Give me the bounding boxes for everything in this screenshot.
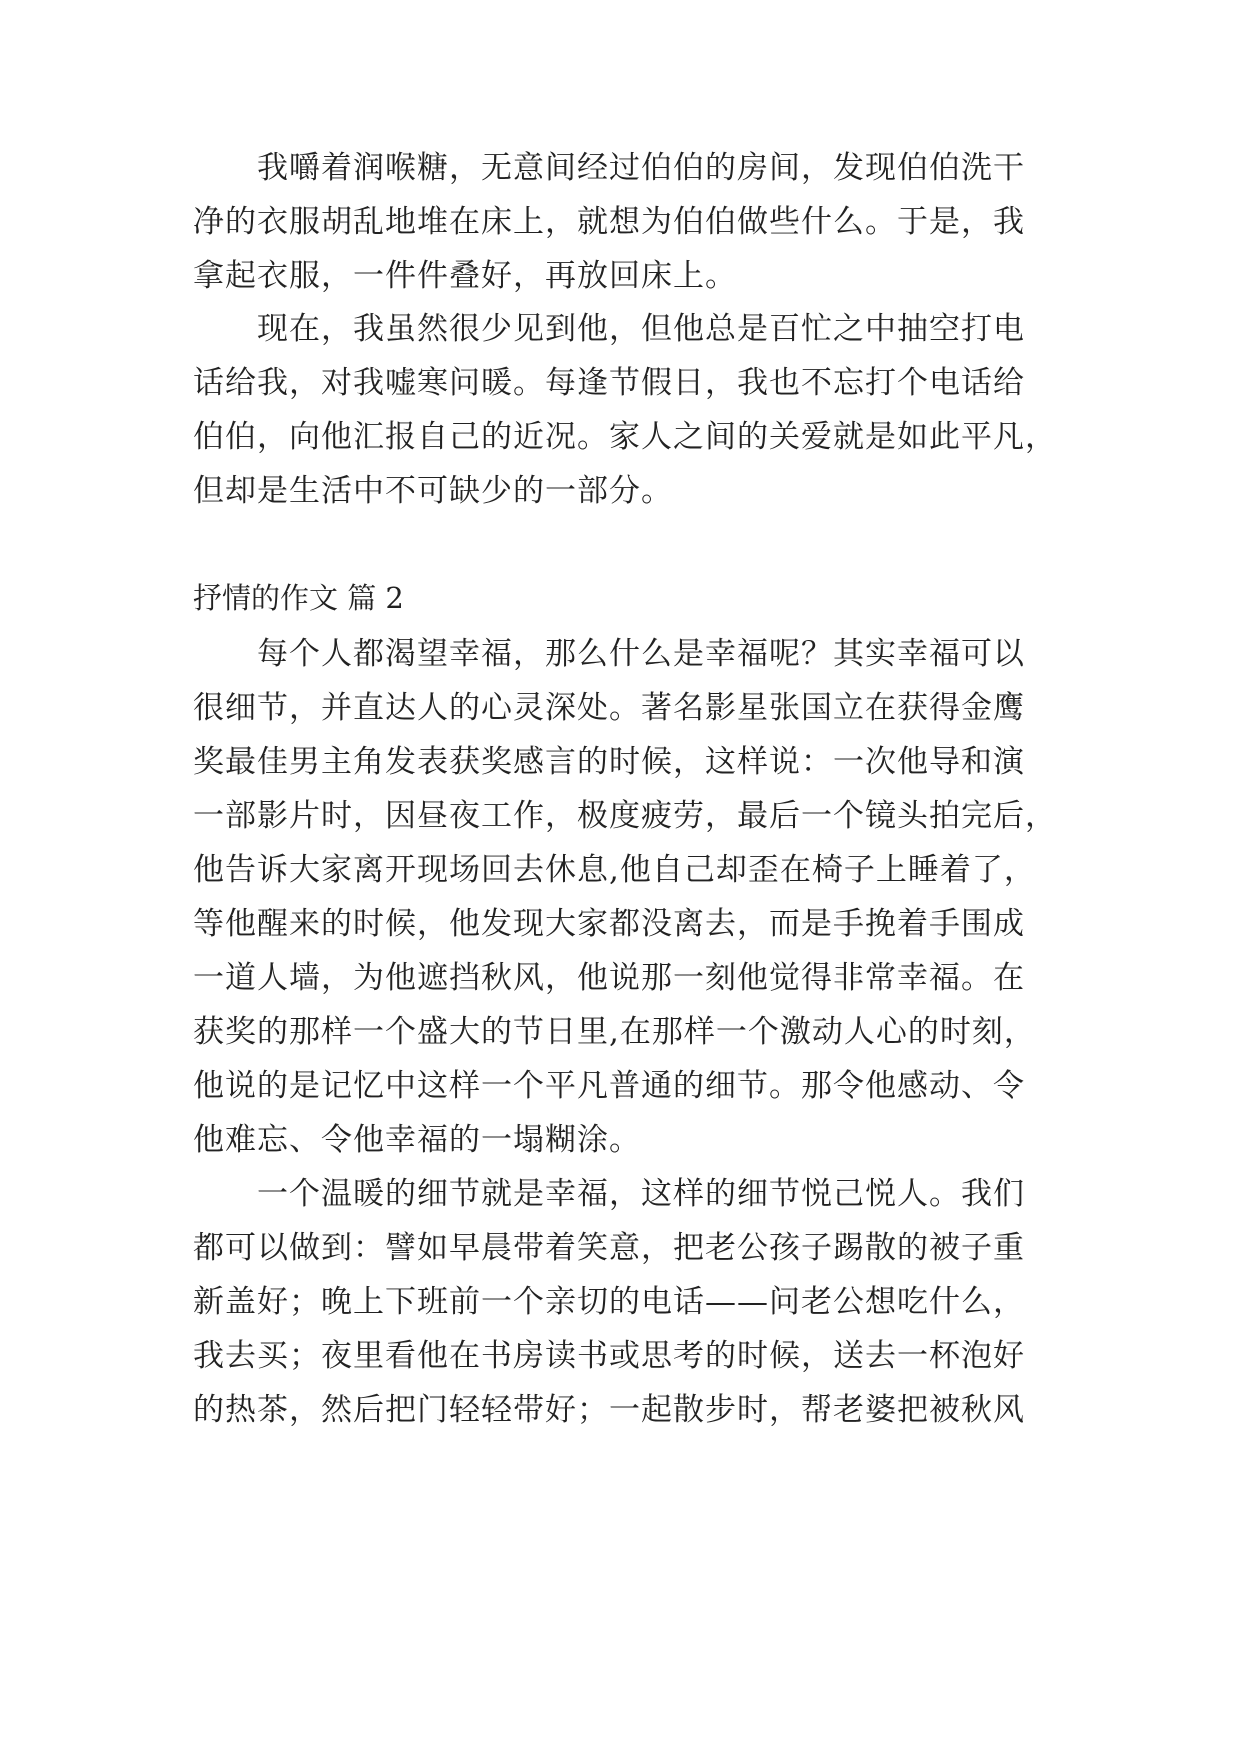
paragraph-line: 话给我，对我嘘寒问暖。每逢节假日，我也不忘打个电话给 <box>193 365 1025 401</box>
paragraph-line: 我嚼着润喉糖，无意间经过伯伯的房间，发现伯伯洗干 <box>257 150 1025 186</box>
paragraph-line: 奖最佳男主角发表获奖感言的时候，这样说：一次他导和演 <box>193 744 1025 780</box>
paragraph-line: 我去买；夜里看他在书房读书或思考的时候，送去一杯泡好 <box>193 1338 1025 1374</box>
paragraph-line: 拿起衣服，一件件叠好，再放回床上。 <box>193 258 737 294</box>
paragraph-line: 伯伯，向他汇报自己的近况。家人之间的关爱就是如此平凡， <box>193 419 1057 455</box>
paragraph-line: 获奖的那样一个盛大的节日里,在那样一个激动人心的时刻， <box>193 1014 1036 1050</box>
paragraph-line: 一部影片时，因昼夜工作，极度疲劳，最后一个镜头拍完后， <box>193 798 1057 834</box>
paragraph-line: 每个人都渴望幸福，那么什么是幸福呢？其实幸福可以 <box>257 636 1025 672</box>
paragraph-line: 现在，我虽然很少见到他，但他总是百忙之中抽空打电 <box>257 311 1025 347</box>
paragraph-line: 的热茶，然后把门轻轻带好；一起散步时，帮老婆把被秋风 <box>193 1392 1025 1428</box>
paragraph-line: 都可以做到：譬如早晨带着笑意，把老公孩子踢散的被子重 <box>193 1230 1025 1266</box>
paragraph-line: 他告诉大家离开现场回去休息,他自己却歪在椅子上睡着了， <box>193 852 1036 888</box>
paragraph-line: 很细节，并直达人的心灵深处。著名影星张国立在获得金鹰 <box>193 690 1025 726</box>
paragraph-line: 新盖好；晚上下班前一个亲切的电话——问老公想吃什么， <box>193 1284 1025 1320</box>
section-heading-text: 抒情的作文 篇 2 <box>193 581 404 615</box>
paragraph-line: 他难忘、令他幸福的一塌糊涂。 <box>193 1122 641 1158</box>
paragraph-line: 一道人墙，为他遮挡秋风，他说那一刻他觉得非常幸福。在 <box>193 960 1025 996</box>
paragraph-line: 但却是生活中不可缺少的一部分。 <box>193 473 673 509</box>
paragraph-line: 等他醒来的时候，他发现大家都没离去，而是手挽着手围成 <box>193 906 1025 942</box>
paragraph-line: 净的衣服胡乱地堆在床上，就想为伯伯做些什么。于是，我 <box>193 204 1025 240</box>
paragraph-line: 他说的是记忆中这样一个平凡普通的细节。那令他感动、令 <box>193 1068 1025 1104</box>
paragraph-line: 一个温暖的细节就是幸福，这样的细节悦己悦人。我们 <box>257 1176 1025 1212</box>
